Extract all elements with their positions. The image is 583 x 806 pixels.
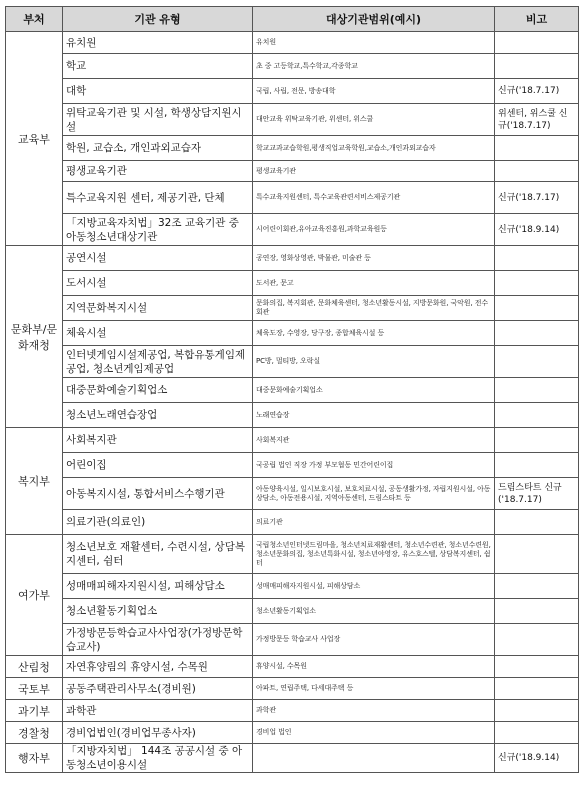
range-cell: 대안교육 위탁교육기관, 위센터, 위스쿨 <box>253 104 495 136</box>
type-cell: 공연시설 <box>63 246 253 271</box>
note-cell <box>495 510 579 535</box>
range-cell: 국립청소년인터넷드림마을, 청소년치료재활센터, 청소년수련관, 청소년수련원, 청소년문화의집, 청소년특화시설, 청소년야영장, 유스호스텔, 상담복지센터, 쉼터 <box>253 535 495 574</box>
range-cell: 대중문화예술기획업소 <box>253 378 495 403</box>
type-cell: 청소년보호 재활센터, 수련시설, 상담복지센터, 쉼터 <box>63 535 253 574</box>
dept-cell: 복지부 <box>6 428 63 535</box>
range-cell: 초 중 고등학교,특수학교,각종학교 <box>253 54 495 79</box>
note-cell <box>495 624 579 656</box>
note-cell <box>495 453 579 478</box>
note-cell <box>495 321 579 346</box>
note-cell <box>495 656 579 678</box>
note-cell <box>495 32 579 54</box>
type-cell: 특수교육지원 센터, 제공기관, 단체 <box>63 182 253 214</box>
table-row <box>6 744 579 773</box>
note-cell <box>495 428 579 453</box>
note-cell: 신규('18.7.17) <box>495 79 579 104</box>
note-cell: 신규('18.7.17) <box>495 182 579 214</box>
type-cell: 의료기관(의료인) <box>63 510 253 535</box>
range-cell: 체육도장, 수영장, 당구장, 종합체육시설 등 <box>253 321 495 346</box>
range-cell: 국공립 법인 직장 가정 부모협동 민간어린이집 <box>253 453 495 478</box>
type-cell: 대중문화예술기획업소 <box>63 378 253 403</box>
note-cell: 위센터, 위스쿨 신규('18.7.17) <box>495 104 579 136</box>
table-row <box>6 378 579 403</box>
table-body <box>6 32 579 773</box>
type-cell: 공동주택관리사무소(경비원) <box>63 678 253 700</box>
type-cell: 자연휴양림의 휴양시설, 수목원 <box>63 656 253 678</box>
dept-cell: 과기부 <box>6 700 63 722</box>
range-cell: 경비업 법인 <box>253 722 495 744</box>
type-cell: 유치원 <box>63 32 253 54</box>
type-cell: 체육시설 <box>63 321 253 346</box>
table-row <box>6 624 579 656</box>
table-row <box>6 574 579 599</box>
table-row <box>6 678 579 700</box>
table-row <box>6 346 579 378</box>
range-cell: 시어린이회관,유아교육진흥원,과학교육원등 <box>253 214 495 246</box>
note-cell <box>495 161 579 182</box>
table-row <box>6 161 579 182</box>
range-cell: 사회복지관 <box>253 428 495 453</box>
type-cell: 가정방문등학습교사사업장(가정방문학습교사) <box>63 624 253 656</box>
type-cell: 「지방교육자치법」32조 교육기관 중 아동청소년대상기관 <box>63 214 253 246</box>
type-cell: 대학 <box>63 79 253 104</box>
header-type: 기관 유형 <box>63 7 253 32</box>
note-cell <box>495 574 579 599</box>
note-cell <box>495 678 579 700</box>
type-cell: 평생교육기관 <box>63 161 253 182</box>
dept-cell: 경찰청 <box>6 722 63 744</box>
range-cell: 과학관 <box>253 700 495 722</box>
type-cell: 학교 <box>63 54 253 79</box>
note-cell <box>495 271 579 296</box>
range-cell: 의료기관 <box>253 510 495 535</box>
type-cell: 위탁교육기관 및 시설, 학생상담지원시설 <box>63 104 253 136</box>
range-cell: 가정방문등 학습교사 사업장 <box>253 624 495 656</box>
table-row <box>6 700 579 722</box>
note-cell <box>495 246 579 271</box>
range-cell: PC방, 멀티방, 오락실 <box>253 346 495 378</box>
range-cell: 휴양시설, 수목원 <box>253 656 495 678</box>
range-cell: 아동양육시설, 일시보호시설, 보호치료시설, 공동생활가정, 자립지원시설, 아동상담소, 아동전용시설, 지역아동센터, 드림스타트 등 <box>253 478 495 510</box>
type-cell: 성매매피해자지원시설, 피해상담소 <box>63 574 253 599</box>
dept-cell: 행자부 <box>6 744 63 773</box>
dept-cell: 국토부 <box>6 678 63 700</box>
table-row <box>6 104 579 136</box>
type-cell: 도서시설 <box>63 271 253 296</box>
range-cell: 문화의집, 복지회관, 문화체육센터, 청소년활동시설, 지방문화원, 국악원, 전수회관 <box>253 296 495 321</box>
note-cell <box>495 599 579 624</box>
note-cell: 신규('18.9.14) <box>495 744 579 773</box>
header-range: 대상기관범위(예시) <box>253 7 495 32</box>
table-row <box>6 54 579 79</box>
range-cell: 유치원 <box>253 32 495 54</box>
table-row <box>6 296 579 321</box>
type-cell: 경비업법인(경비업무종사자) <box>63 722 253 744</box>
type-cell: 어린이집 <box>63 453 253 478</box>
header-row <box>6 7 579 32</box>
table-row <box>6 428 579 453</box>
note-cell: 신규('18.9.14) <box>495 214 579 246</box>
type-cell: 청소년노래연습장업 <box>63 403 253 428</box>
table-row <box>6 271 579 296</box>
table-row <box>6 453 579 478</box>
dept-cell: 여가부 <box>6 535 63 656</box>
range-cell: 국립, 사립, 전문, 방송대학 <box>253 79 495 104</box>
type-cell: 인터넷게임시설제공업, 복합유통게임제공업, 청소년게임제공업 <box>63 346 253 378</box>
type-cell: 사회복지관 <box>63 428 253 453</box>
range-cell: 평생교육기관 <box>253 161 495 182</box>
institution-table <box>5 6 579 773</box>
type-cell: 청소년활동기획업소 <box>63 599 253 624</box>
table-row <box>6 403 579 428</box>
dept-cell: 산림청 <box>6 656 63 678</box>
table-row <box>6 321 579 346</box>
table-row <box>6 478 579 510</box>
table-row <box>6 599 579 624</box>
note-cell <box>495 136 579 161</box>
note-cell <box>495 378 579 403</box>
note-cell <box>495 535 579 574</box>
range-cell: 도서관, 문고 <box>253 271 495 296</box>
range-cell: 성매매피해자지원시설, 피해상담소 <box>253 574 495 599</box>
range-cell: 아파트, 연립주택, 다세대주택 등 <box>253 678 495 700</box>
note-cell: 드림스타트 신규 ('18.7.17) <box>495 478 579 510</box>
type-cell: 학원, 교습소, 개인과외교습자 <box>63 136 253 161</box>
type-cell: 아동복지시설, 통합서비스수행기관 <box>63 478 253 510</box>
type-cell: 「지방자치법」 144조 공공시설 중 아동청소년이용시설 <box>63 744 253 773</box>
range-cell: 특수교육지원센터, 특수교육관련서비스제공기관 <box>253 182 495 214</box>
type-cell: 지역문화복지시설 <box>63 296 253 321</box>
range-cell: 청소년활동기획업소 <box>253 599 495 624</box>
header-dept: 부처 <box>6 7 63 32</box>
table-row <box>6 510 579 535</box>
header-note: 비고 <box>495 7 579 32</box>
note-cell <box>495 403 579 428</box>
dept-cell: 문화부/문화재청 <box>6 246 63 428</box>
note-cell <box>495 296 579 321</box>
dept-cell: 교육부 <box>6 32 63 246</box>
table-row <box>6 722 579 744</box>
range-cell <box>253 744 495 773</box>
table-row <box>6 32 579 54</box>
range-cell: 공연장, 영화상영관, 박물관, 미술관 등 <box>253 246 495 271</box>
table-row <box>6 214 579 246</box>
table-row <box>6 656 579 678</box>
note-cell <box>495 346 579 378</box>
table-row <box>6 79 579 104</box>
type-cell: 과학관 <box>63 700 253 722</box>
note-cell <box>495 54 579 79</box>
table-row <box>6 246 579 271</box>
table-row <box>6 182 579 214</box>
note-cell <box>495 700 579 722</box>
range-cell: 학교교과교습학원,평생직업교육학원,교습소,개인과외교습자 <box>253 136 495 161</box>
table-container <box>5 6 578 773</box>
table-row <box>6 136 579 161</box>
note-cell <box>495 722 579 744</box>
range-cell: 노래연습장 <box>253 403 495 428</box>
table-row <box>6 535 579 574</box>
